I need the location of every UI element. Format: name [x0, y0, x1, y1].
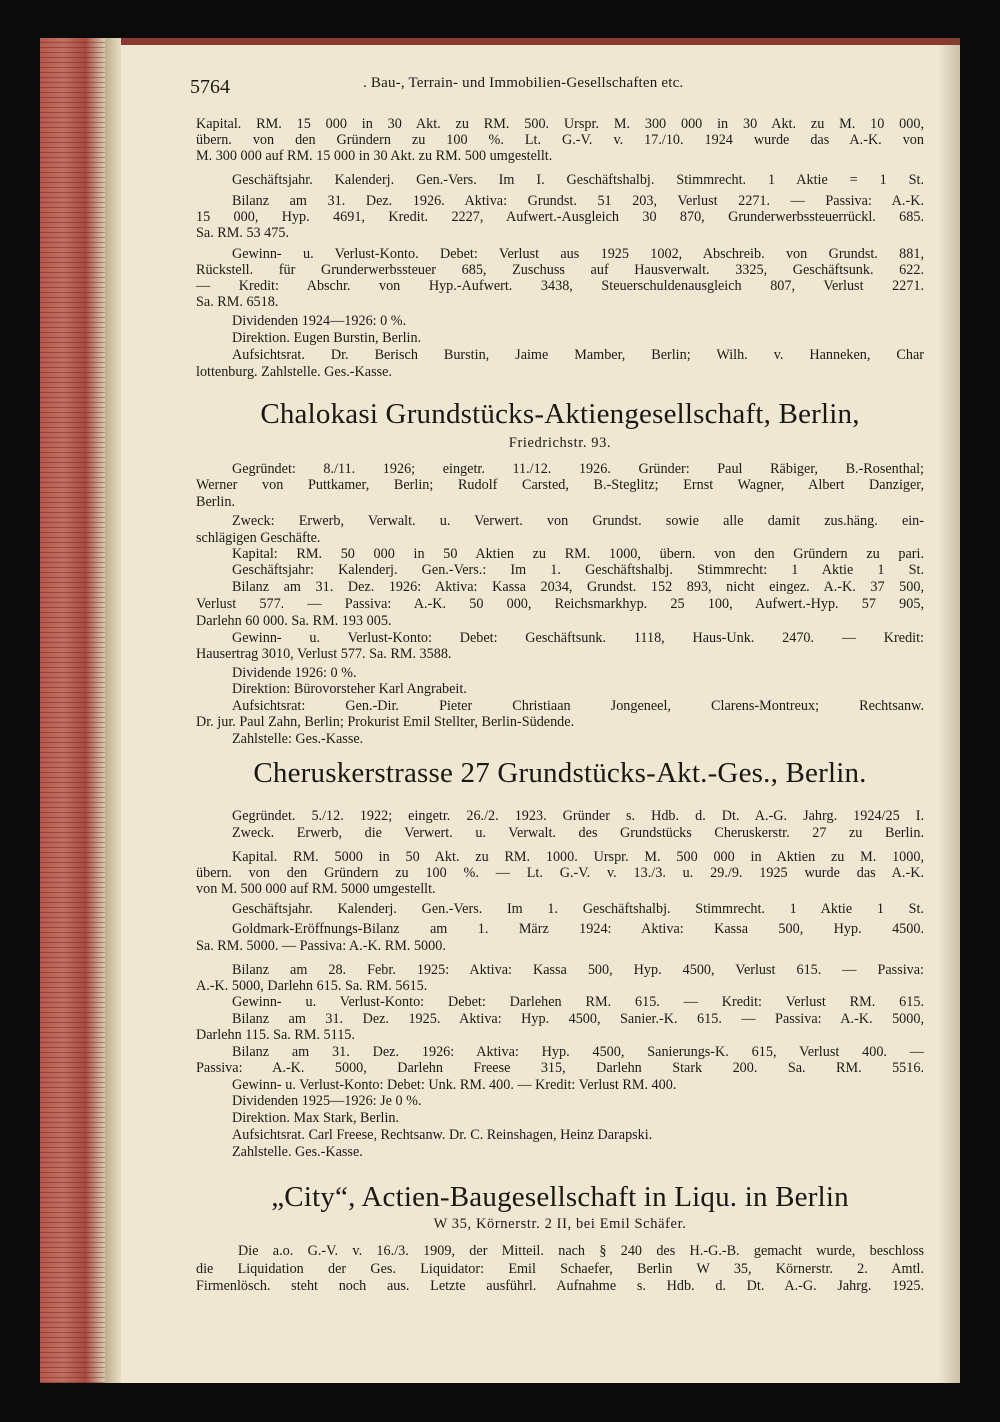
text-line: Rückstell. für Grunderwerbssteuer 685, Zuschuss auf Hausverwalt. 3325, Geschäftsunk. 622. — [196, 262, 924, 278]
text-line: Gewinn- u. Verlust-Konto: Debet: Darlehen RM. 615. — Kredit: Verlust RM. 615. — [232, 994, 924, 1010]
text-line: 15 000, Hyp. 4691, Kredit. 2227, Aufwert.-Ausgleich 30 870, Grunderwerbssteuerrückl. 685. — [196, 209, 924, 225]
text-line: Sa. RM. 53 475. — [196, 225, 290, 241]
text-line: Gegründet: 8./11. 1926; eingetr. 11./12. 1926. Gründer: Paul Räbiger, B.-Rosenthal; — [232, 461, 924, 477]
text-line: Kapital: RM. 50 000 in 50 Aktien zu RM. 1000, übern. von den Gründern zu pari. — [232, 546, 924, 562]
company-heading: Cheruskerstrasse 27 Grundstücks-Akt.-Ges., Berlin. — [253, 757, 867, 789]
text-line: Zahlstelle: Ges.-Kasse. — [232, 731, 364, 747]
text-line: Gewinn- u. Verlust-Konto. Debet: Verlust aus 1925 1002, Abschreib. von Grundst. 881, — [232, 246, 924, 262]
text-line: Kapital. RM. 5000 in 50 Akt. zu RM. 1000. Urspr. M. 500 000 in Aktien zu M. 1000, — [232, 849, 924, 865]
text-line: Bilanz am 31. Dez. 1925. Aktiva: Hyp. 4500, Sanier.-K. 615. — Passiva: A.-K. 5000, — [232, 1011, 924, 1027]
text-line: Bilanz am 31. Dez. 1926: Aktiva: Kassa 2034, Grundst. 152 893, nicht eingez. A.-K. 37 500, — [232, 579, 924, 595]
company-heading: Chalokasi Grundstücks-Aktiengesellschaft, Berlin, — [260, 398, 860, 430]
text-line: übern. von den Gründern zu 100 %. Lt. G.-V. v. 17./10. 1924 wurde das A.-K. von — [196, 132, 924, 148]
text-line: M. 300 000 auf RM. 15 000 in 30 Akt. zu RM. 500 umgestellt. — [196, 148, 553, 164]
text-line: übern. von den Gründern zu 100 %. — Lt. G.-V. v. 13./3. u. 29./9. 1925 wurde das A.-K. — [196, 865, 924, 881]
text-line: Dividenden 1925—1926: Je 0 %. — [232, 1093, 422, 1109]
text-line: Gewinn- u. Verlust-Konto: Debet: Unk. RM. 400. — Kredit: Verlust RM. 400. — [232, 1077, 677, 1093]
text-line: Aufsichtsrat. Carl Freese, Rechtsanw. Dr. C. Reinshagen, Heinz Darapski. — [232, 1127, 653, 1143]
text-line: Geschäftsjahr: Kalenderj. Gen.-Vers.: Im 1. Geschäftshalbj. Stimmrecht: 1 Aktie 1 St. — [232, 562, 924, 578]
text-line: Sa. RM. 5000. — Passiva: A.-K. RM. 5000. — [196, 938, 446, 954]
company-address: W 35, Körnerstr. 2 II, bei Emil Schäfer. — [433, 1216, 687, 1232]
text-line: Darlehn 60 000. Sa. RM. 193 005. — [196, 613, 392, 629]
text-line: Sa. RM. 6518. — [196, 294, 279, 310]
text-line: Dividende 1926: 0 %. — [232, 665, 357, 681]
text-line: Bilanz am 28. Febr. 1925: Aktiva: Kassa 500, Hyp. 4500, Verlust 615. — Passiva: — [232, 962, 924, 978]
text-line: A.-K. 5000, Darlehn 615. Sa. RM. 5615. — [196, 978, 428, 994]
text-line: Darlehn 115. Sa. RM. 5115. — [196, 1027, 355, 1043]
text-line: Gegründet. 5./12. 1922; eingetr. 26./2. 1923. Gründer s. Hdb. d. Dt. A.-G. Jahrg. 1924/25 I. — [232, 808, 924, 824]
text-line: Direktion. Eugen Burstin, Berlin. — [232, 330, 422, 346]
text-line: Zweck: Erwerb, Verwalt. u. Verwert. von Grundst. sowie alle damit zus.häng. ein- — [232, 513, 924, 529]
text-line: Direktion. Max Stark, Berlin. — [232, 1110, 400, 1126]
text-line: Geschäftsjahr. Kalenderj. Gen.-Vers. Im 1. Geschäftshalbj. Stimmrecht. 1 Aktie 1 St. — [232, 901, 924, 917]
text-line: Zweck. Erwerb, die Verwert. u. Verwalt. des Grundstücks Cheruskerstr. 27 zu Berlin. — [232, 825, 924, 841]
text-line: Firmenlösch. steht noch aus. Letzte ausführl. Aufnahme s. Hdb. d. Dt. A.-G. Jahrg. 1925. — [196, 1278, 924, 1294]
running-head: . Bau-, Terrain- und Immobilien-Gesellschaften etc. — [363, 75, 684, 91]
text-line: Gewinn- u. Verlust-Konto: Debet: Geschäftsunk. 1118, Haus-Unk. 2470. — Kredit: — [232, 630, 924, 646]
text-line: Die a.o. G.-V. v. 16./3. 1909, der Mitteil. nach § 240 des H.-G.-B. gemacht wurde, beschloss — [238, 1243, 924, 1259]
text-line: Direktion: Bürovorsteher Karl Angrabeit. — [232, 681, 467, 697]
text-line: Dr. jur. Paul Zahn, Berlin; Prokurist Emil Stellter, Berlin-Südende. — [196, 714, 575, 730]
text-line: Zahlstelle. Ges.-Kasse. — [232, 1144, 363, 1160]
text-line: Aufsichtsrat: Gen.-Dir. Pieter Christiaan Jongeneel, Clarens-Montreux; Rechtsanw. — [232, 698, 924, 714]
company-heading: „City“, Actien-Baugesellschaft in Liqu. in Berlin — [271, 1181, 849, 1213]
text-line: Berlin. — [196, 494, 236, 510]
text-line: Passiva: A.-K. 5000, Darlehn Freese 315, Darlehn Stark 200. Sa. RM. 5516. — [196, 1060, 924, 1076]
text-line: Werner von Puttkamer, Berlin; Rudolf Carsted, B.-Steglitz; Ernst Wagner, Albert Danziger, — [196, 477, 924, 493]
text-line: Bilanz am 31. Dez. 1926. Aktiva: Grundst. 51 203, Verlust 2271. — Passiva: A.-K. — [232, 193, 924, 209]
text-line: von M. 500 000 auf RM. 5000 umgestellt. — [196, 881, 436, 897]
text-line: Aufsichtsrat. Dr. Berisch Burstin, Jaime Mamber, Berlin; Wilh. v. Hanneken, Char — [232, 347, 924, 363]
text-line: Kapital. RM. 15 000 in 30 Akt. zu RM. 500. Urspr. M. 300 000 in 30 Akt. zu M. 10 000, — [196, 116, 924, 132]
text-line: lottenburg. Zahlstelle. Ges.-Kasse. — [196, 364, 392, 380]
text-line: Goldmark-Eröffnungs-Bilanz am 1. März 1924: Aktiva: Kassa 500, Hyp. 4500. — [232, 921, 924, 937]
text-line: Dividenden 1924—1926: 0 %. — [232, 313, 407, 329]
text-line: die Liquidation der Ges. Liquidator: Emil Schaefer, Berlin W 35, Körnerstr. 2. Amtl. — [196, 1261, 924, 1277]
text-line: schlägigen Geschäfte. — [196, 530, 321, 546]
page-number: 5764 — [190, 76, 230, 98]
text-line: Verlust 577. — Passiva: A.-K. 50 000, Reichsmarkhyp. 25 100, Aufwert.-Hyp. 57 905, — [196, 596, 924, 612]
text-line: Bilanz am 31. Dez. 1926: Aktiva: Hyp. 4500, Sanierungs-K. 615, Verlust 400. — — [232, 1044, 924, 1060]
text-line: Geschäftsjahr. Kalenderj. Gen.-Vers. Im I. Geschäftshalbj. Stimmrecht. 1 Aktie = 1 St. — [232, 172, 924, 188]
text-line: — Kredit: Abschr. von Hyp.-Aufwert. 3438, Steuerschuldenausgleich 807, Verlust 2271. — [196, 278, 924, 294]
text-line: Hausertrag 3010, Verlust 577. Sa. RM. 3588. — [196, 646, 452, 662]
company-address: Friedrichstr. 93. — [508, 435, 612, 451]
